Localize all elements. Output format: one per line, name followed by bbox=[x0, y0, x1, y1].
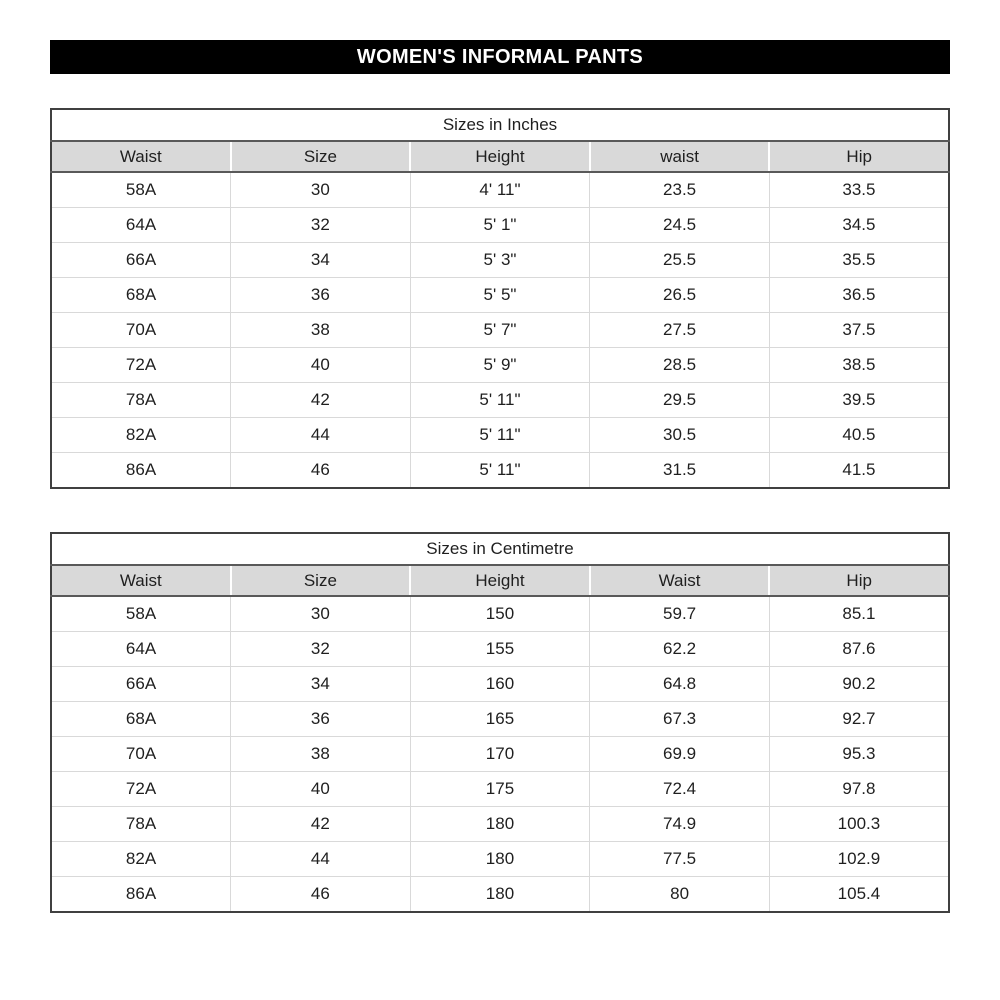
table-cell: 37.5 bbox=[769, 313, 949, 348]
table-cell: 30 bbox=[231, 172, 411, 208]
column-header: Size bbox=[231, 565, 411, 596]
table-cell: 38 bbox=[231, 737, 411, 772]
table-cell: 46 bbox=[231, 877, 411, 913]
table-row bbox=[51, 348, 949, 383]
table-cell: 67.3 bbox=[590, 702, 770, 737]
table-row bbox=[51, 172, 949, 208]
table-cell: 78A bbox=[51, 383, 231, 418]
table-cell: 180 bbox=[410, 807, 590, 842]
table-cell: 78A bbox=[51, 807, 231, 842]
table-cell: 175 bbox=[410, 772, 590, 807]
table-cell: 36 bbox=[231, 278, 411, 313]
table-cell: 150 bbox=[410, 596, 590, 632]
table-cell: 58A bbox=[51, 596, 231, 632]
table-cell: 97.8 bbox=[769, 772, 949, 807]
table-cell: 82A bbox=[51, 842, 231, 877]
table-cell: 38.5 bbox=[769, 348, 949, 383]
table-row bbox=[51, 383, 949, 418]
table-row bbox=[51, 453, 949, 489]
table-cell: 72A bbox=[51, 348, 231, 383]
table-cell: 102.9 bbox=[769, 842, 949, 877]
column-header: Hip bbox=[769, 565, 949, 596]
table-cell: 46 bbox=[231, 453, 411, 489]
table-title: Sizes in Centimetre bbox=[51, 533, 949, 565]
table-cell: 35.5 bbox=[769, 243, 949, 278]
table-row bbox=[51, 772, 949, 807]
table-row bbox=[51, 667, 949, 702]
table-cell: 72.4 bbox=[590, 772, 770, 807]
table-row bbox=[51, 842, 949, 877]
table-cell: 4' 11" bbox=[410, 172, 590, 208]
table-cell: 32 bbox=[231, 632, 411, 667]
table-row bbox=[51, 632, 949, 667]
table-cell: 87.6 bbox=[769, 632, 949, 667]
table-cell: 86A bbox=[51, 453, 231, 489]
table-cell: 23.5 bbox=[590, 172, 770, 208]
table-cell: 39.5 bbox=[769, 383, 949, 418]
table-cell: 41.5 bbox=[769, 453, 949, 489]
table-cell: 59.7 bbox=[590, 596, 770, 632]
column-header: waist bbox=[590, 141, 770, 172]
column-header: Height bbox=[410, 141, 590, 172]
table-cell: 64.8 bbox=[590, 667, 770, 702]
table-row bbox=[51, 702, 949, 737]
table-cell: 68A bbox=[51, 702, 231, 737]
table-cell: 66A bbox=[51, 243, 231, 278]
table-row bbox=[51, 243, 949, 278]
table-cell: 30.5 bbox=[590, 418, 770, 453]
table-cell: 32 bbox=[231, 208, 411, 243]
table-row bbox=[51, 877, 949, 913]
table-cell: 90.2 bbox=[769, 667, 949, 702]
table-cell: 38 bbox=[231, 313, 411, 348]
table-cell: 180 bbox=[410, 877, 590, 913]
table-row bbox=[51, 418, 949, 453]
table-cell: 40 bbox=[231, 348, 411, 383]
column-header: Waist bbox=[51, 565, 231, 596]
table-cell: 80 bbox=[590, 877, 770, 913]
table-cell: 69.9 bbox=[590, 737, 770, 772]
table-row bbox=[51, 596, 949, 632]
table-cell: 180 bbox=[410, 842, 590, 877]
table-cell: 160 bbox=[410, 667, 590, 702]
table-cell: 77.5 bbox=[590, 842, 770, 877]
table-cell: 5' 11" bbox=[410, 453, 590, 489]
table-cell: 30 bbox=[231, 596, 411, 632]
table-cell: 66A bbox=[51, 667, 231, 702]
table-title: Sizes in Inches bbox=[51, 109, 949, 141]
table-cell: 72A bbox=[51, 772, 231, 807]
table-cell: 86A bbox=[51, 877, 231, 913]
table-cell: 34 bbox=[231, 667, 411, 702]
table-row bbox=[51, 313, 949, 348]
column-header: Hip bbox=[769, 141, 949, 172]
table-row bbox=[51, 737, 949, 772]
table-cell: 92.7 bbox=[769, 702, 949, 737]
table-cell: 42 bbox=[231, 383, 411, 418]
table-cell: 5' 11" bbox=[410, 418, 590, 453]
table-row bbox=[51, 807, 949, 842]
table-row bbox=[51, 278, 949, 313]
table-cell: 5' 1" bbox=[410, 208, 590, 243]
table-cell: 44 bbox=[231, 418, 411, 453]
table-cell: 5' 9" bbox=[410, 348, 590, 383]
table-cell: 36.5 bbox=[769, 278, 949, 313]
table-cell: 95.3 bbox=[769, 737, 949, 772]
table-cell: 5' 7" bbox=[410, 313, 590, 348]
table-cell: 26.5 bbox=[590, 278, 770, 313]
table-cell: 70A bbox=[51, 313, 231, 348]
table-cell: 74.9 bbox=[590, 807, 770, 842]
table-cell: 33.5 bbox=[769, 172, 949, 208]
table-cell: 27.5 bbox=[590, 313, 770, 348]
table-cell: 82A bbox=[51, 418, 231, 453]
column-header: Size bbox=[231, 141, 411, 172]
table-cell: 62.2 bbox=[590, 632, 770, 667]
table-cell: 85.1 bbox=[769, 596, 949, 632]
table-cell: 105.4 bbox=[769, 877, 949, 913]
table-cell: 5' 5" bbox=[410, 278, 590, 313]
table-cell: 58A bbox=[51, 172, 231, 208]
table-cell: 34.5 bbox=[769, 208, 949, 243]
table-cell: 64A bbox=[51, 208, 231, 243]
table-cell: 155 bbox=[410, 632, 590, 667]
table-cell: 170 bbox=[410, 737, 590, 772]
table-cell: 42 bbox=[231, 807, 411, 842]
table-cell: 100.3 bbox=[769, 807, 949, 842]
sizes-in-centimetre-table bbox=[50, 532, 950, 913]
sizes-in-inches-table bbox=[50, 108, 950, 489]
column-header: Waist bbox=[51, 141, 231, 172]
title-banner bbox=[50, 40, 950, 74]
column-header: Waist bbox=[590, 565, 770, 596]
table-cell: 44 bbox=[231, 842, 411, 877]
table-title-row bbox=[51, 533, 949, 565]
column-header: Height bbox=[410, 565, 590, 596]
table-cell: 28.5 bbox=[590, 348, 770, 383]
table-cell: 24.5 bbox=[590, 208, 770, 243]
table-cell: 5' 3" bbox=[410, 243, 590, 278]
table-cell: 40 bbox=[231, 772, 411, 807]
table-cell: 40.5 bbox=[769, 418, 949, 453]
column-header-row bbox=[51, 565, 949, 596]
table-cell: 29.5 bbox=[590, 383, 770, 418]
table-cell: 5' 11" bbox=[410, 383, 590, 418]
table-cell: 31.5 bbox=[590, 453, 770, 489]
table-cell: 36 bbox=[231, 702, 411, 737]
table-cell: 34 bbox=[231, 243, 411, 278]
table-cell: 25.5 bbox=[590, 243, 770, 278]
table-cell: 165 bbox=[410, 702, 590, 737]
table-cell: 70A bbox=[51, 737, 231, 772]
table-title-row bbox=[51, 109, 949, 141]
table-row bbox=[51, 208, 949, 243]
table-cell: 68A bbox=[51, 278, 231, 313]
column-header-row bbox=[51, 141, 949, 172]
table-cell: 64A bbox=[51, 632, 231, 667]
page-title: WOMEN'S INFORMAL PANTS bbox=[356, 45, 644, 68]
